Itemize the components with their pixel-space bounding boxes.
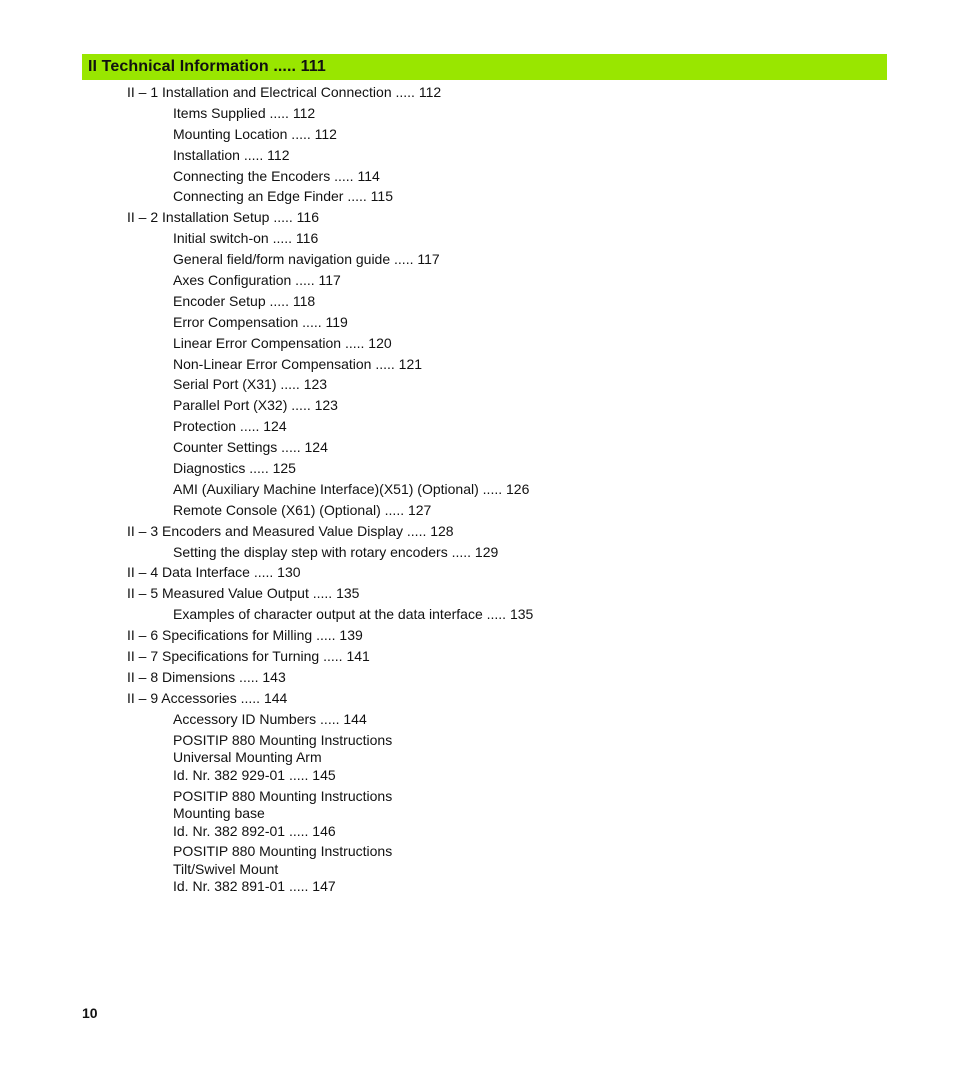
toc-entry-line: Accessory ID Numbers ..... 144 [173, 710, 367, 727]
toc-section-entry[interactable] [0, 209, 954, 227]
toc-subsection-entry[interactable] [0, 126, 954, 144]
toc-entry-line: II – 8 Dimensions ..... 143 [127, 668, 286, 685]
toc-section-entry[interactable] [0, 627, 954, 645]
toc-entry-line: Id. Nr. 382 892-01 ..... 146 [173, 822, 336, 839]
toc-subsection-entry[interactable] [0, 314, 954, 332]
toc-subsection-entry[interactable] [0, 272, 954, 290]
toc-entry-line: Id. Nr. 382 929-01 ..... 145 [173, 766, 336, 783]
toc-subsection-entry[interactable] [0, 606, 954, 624]
toc-subsection-entry[interactable] [0, 481, 954, 499]
toc-entry-line: Linear Error Compensation ..... 120 [173, 334, 392, 351]
toc-subsection-entry[interactable] [0, 168, 954, 186]
toc-entry-line: POSITIP 880 Mounting Instructions [173, 843, 393, 860]
toc-entry-line: Id. Nr. 382 891-01 ..... 147 [173, 878, 336, 895]
toc-entry-line: Installation ..... 112 [173, 146, 290, 163]
toc-section-entry[interactable] [0, 690, 954, 708]
toc-entry-line: II – 2 Installation Setup ..... 116 [127, 209, 319, 226]
toc-subsection-entry[interactable] [0, 397, 954, 415]
chapter-title: II Technical Information ..... 111 [88, 58, 326, 75]
toc-entry-line: Protection ..... 124 [173, 418, 287, 435]
toc-entry-line: Setting the display step with rotary encoders ..... 129 [173, 543, 499, 560]
toc-entry-line: II – 3 Encoders and Measured Value Display ..... 128 [127, 522, 454, 539]
toc-entry-line: II – 9 Accessories ..... 144 [127, 689, 288, 706]
page-number: 10 [82, 1005, 98, 1021]
toc-subsection-entry[interactable] [0, 460, 954, 478]
toc-entry-line: II – 7 Specifications for Turning ..... 141 [127, 648, 370, 665]
toc-entry-line: Parallel Port (X32) ..... 123 [173, 397, 338, 414]
toc-subsection-entry[interactable] [0, 711, 954, 729]
toc-entry-line: Initial switch-on ..... 116 [173, 230, 319, 247]
toc-entry-line: Encoder Setup ..... 118 [173, 292, 316, 309]
toc-subsection-entry[interactable] [0, 544, 954, 562]
toc-entry-line: II – 4 Data Interface ..... 130 [127, 564, 301, 581]
toc-subsection-entry[interactable] [0, 188, 954, 206]
toc-subsection-entry[interactable] [0, 335, 954, 353]
toc-entry-line: POSITIP 880 Mounting Instructions [173, 787, 393, 804]
chapter-heading-bar [82, 54, 887, 80]
toc-entry-line: Mounting Location ..... 112 [173, 125, 337, 142]
toc-section-entry[interactable] [0, 564, 954, 582]
toc-subsection-entry[interactable] [0, 293, 954, 311]
toc-subsection-entry[interactable] [0, 732, 954, 785]
toc-entry-line: Universal Mounting Arm [173, 749, 322, 766]
toc-subsection-entry[interactable] [0, 251, 954, 269]
toc-section-entry[interactable] [0, 585, 954, 603]
toc-subsection-entry[interactable] [0, 356, 954, 374]
toc-subsection-entry[interactable] [0, 843, 954, 896]
toc-subsection-entry[interactable] [0, 439, 954, 457]
table-of-contents [0, 84, 954, 899]
toc-entry-line: Axes Configuration ..... 117 [173, 272, 341, 289]
toc-section-entry[interactable] [0, 648, 954, 666]
toc-entry-line: Items Supplied ..... 112 [173, 104, 316, 121]
toc-subsection-entry[interactable] [0, 105, 954, 123]
toc-section-entry[interactable] [0, 669, 954, 687]
toc-subsection-entry[interactable] [0, 376, 954, 394]
toc-entry-line: Tilt/Swivel Mount [173, 860, 279, 877]
toc-entry-line: Connecting the Encoders ..... 114 [173, 167, 380, 184]
toc-entry-line: II – 6 Specifications for Milling ..... 139 [127, 627, 363, 644]
toc-section-entry[interactable] [0, 84, 954, 102]
toc-entry-line: AMI (Auxiliary Machine Interface)(X51) (Optional) ..... 126 [173, 480, 530, 497]
toc-entry-line: Counter Settings ..... 124 [173, 439, 328, 456]
toc-entry-line: POSITIP 880 Mounting Instructions [173, 731, 393, 748]
toc-entry-line: Connecting an Edge Finder ..... 115 [173, 188, 393, 205]
toc-entry-line: General field/form navigation guide ..... 117 [173, 251, 440, 268]
toc-entry-line: Serial Port (X31) ..... 123 [173, 376, 328, 393]
toc-entry-line: II – 5 Measured Value Output ..... 135 [127, 585, 360, 602]
toc-entry-line: Diagnostics ..... 125 [173, 460, 296, 477]
toc-entry-line: II – 1 Installation and Electrical Connection ..... 112 [127, 84, 442, 100]
toc-subsection-entry[interactable] [0, 147, 954, 165]
toc-subsection-entry[interactable] [0, 418, 954, 436]
toc-entry-line: Error Compensation ..... 119 [173, 313, 348, 330]
toc-subsection-entry[interactable] [0, 230, 954, 248]
toc-entry-line: Remote Console (X61) (Optional) ..... 127 [173, 501, 432, 518]
toc-section-entry[interactable] [0, 523, 954, 541]
toc-subsection-entry[interactable] [0, 502, 954, 520]
toc-entry-line: Mounting base [173, 805, 265, 821]
toc-subsection-entry[interactable] [0, 788, 954, 841]
toc-entry-line: Examples of character output at the data interface ..... 135 [173, 606, 534, 623]
toc-entry-line: Non-Linear Error Compensation ..... 121 [173, 355, 423, 372]
